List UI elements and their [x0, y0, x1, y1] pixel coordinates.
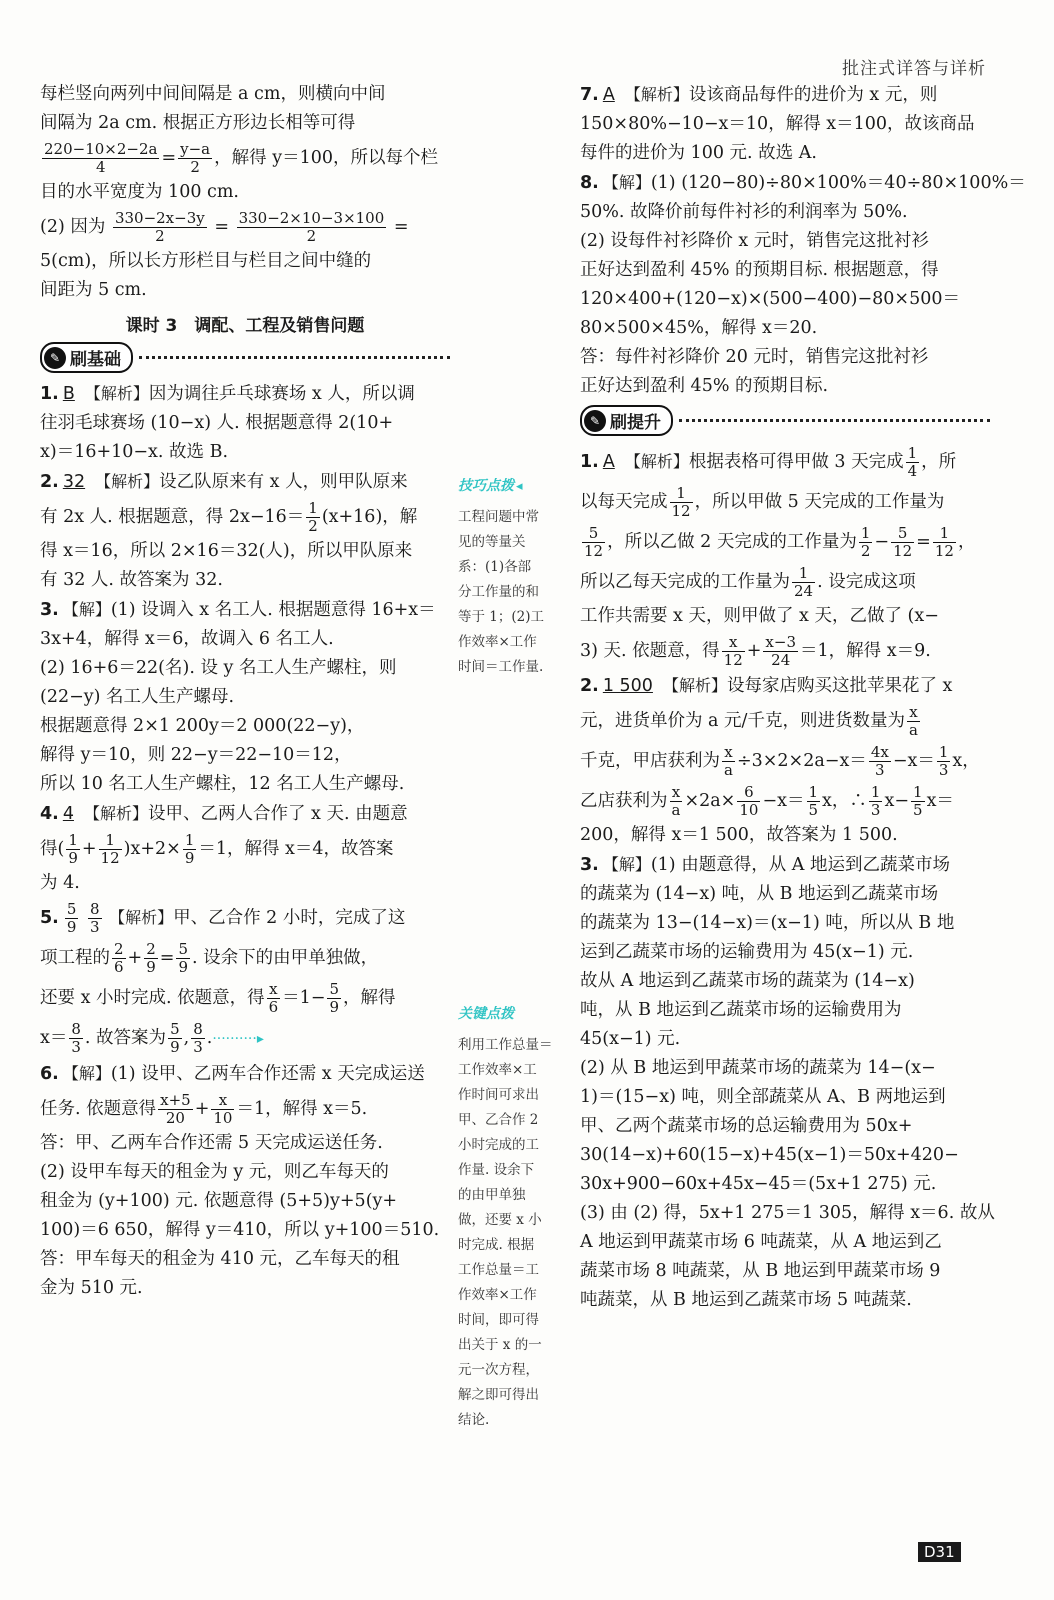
side-note-line: 分工作量的和 — [458, 584, 539, 600]
text-line: 甲、乙两个蔬菜市场的总运输费用为 50x+ — [580, 1116, 913, 1136]
side-note-line: 甲、乙合作 2 — [458, 1112, 539, 1128]
side-note-line: 作效率×工作 — [458, 634, 537, 650]
equation-line: 千克，甲店获利为 $\frac{x}{a}$ ÷3×2×2a−x＝ $\frac{4x}{3}$ −x＝ $\frac{1}{3}$ x， — [580, 743, 980, 779]
fraction: $\frac{1}{4}$ — [907, 444, 918, 480]
fraction: $\frac{1}{2}$ — [308, 499, 318, 535]
text-line: 为 4. — [40, 873, 80, 893]
text-line: 答：每件衬衫降价 20 元时，销售完这批衬衫 — [580, 347, 929, 367]
text-line: A 地运到甲蔬菜市场 6 吨蔬菜，从 A 地运到乙 — [580, 1232, 942, 1252]
text-line: 的蔬菜为 13−(14−x)＝(x−1) 吨，所以从 B 地 — [580, 913, 955, 933]
question-2: 2. 32 【解析】设乙队原来有 x 人，则甲队原来 — [40, 472, 408, 492]
fraction: $\frac{330-2x-3y}{2}$ — [114, 209, 205, 245]
side-note-line: 时间＝工作量. — [458, 659, 544, 675]
equation-line: 以每天完成 $\frac{1}{12}$ ，所以甲做 5 天完成的工作量为 — [580, 484, 945, 520]
dotted-divider — [679, 419, 990, 422]
right-column — [580, 80, 1026, 1315]
section-badge: ✎ 刷基础 — [40, 342, 133, 373]
fraction: $\frac{8}{3}$ — [193, 1020, 203, 1056]
fraction: $\frac{5}{9}$ — [329, 980, 340, 1016]
question-8: 8. 【解】(1) (120−80)÷80×100%＝40÷80×100%＝ — [580, 173, 1026, 193]
text-line: 120×400+(120−x)×(500−400)−80×500＝ — [580, 289, 961, 309]
fraction: $\frac{y-a}{2}$ — [180, 140, 211, 176]
side-note-line: 时间，即可得 — [458, 1312, 539, 1328]
side-note-line: 工作总量＝工 — [458, 1262, 539, 1278]
fraction: $\frac{1}{9}$ — [184, 831, 195, 867]
question-6: 6. 【解】(1) 设甲、乙两车合作还需 x 天完成运送 — [40, 1064, 425, 1084]
text-line: 往羽毛球赛场 (10−x) 人. 根据题意得 2(10+ — [40, 413, 394, 433]
side-note-line: 结论. — [458, 1412, 490, 1428]
question-p1: 1. A 【解析】根据表格可得甲做 3 天完成 $\frac{1}{4}$ ，所 — [580, 444, 957, 480]
text-line: 得 x＝16，所以 2×16＝32(人)，所以甲队原来 — [40, 541, 413, 561]
side-note-line: 利用工作总量＝ — [458, 1037, 553, 1053]
side-note-key — [458, 1002, 558, 1433]
text-line: 间距为 5 cm. — [40, 280, 147, 300]
text-line: 租金为 (y+100) 元. 依题意得 (5+5)y+5(y+ — [40, 1191, 398, 1211]
dotted-divider — [139, 356, 450, 359]
text-line: 答：甲、乙两车合作还需 5 天完成运送任务. — [40, 1133, 383, 1153]
text-line: x)＝16+10−x. 故选 B. — [40, 442, 229, 462]
fraction: $\frac{5}{12}$ — [584, 524, 604, 560]
fraction: $\frac{330-2\times 10-3\times 100}{2}$ — [238, 209, 385, 245]
side-note-line: 作时间可求出 — [458, 1087, 539, 1103]
text-line: (22−y) 名工人生产螺母. — [40, 687, 235, 707]
side-note-line: 作量. 设余下 — [458, 1162, 535, 1178]
question-p3: 3. 【解】(1) 由题意得，从 A 地运到乙蔬菜市场 — [580, 855, 950, 875]
question-4: 4. 4 【解析】设甲、乙两人合作了 x 天. 由题意 — [40, 804, 408, 824]
fraction: $\frac{x}{a}$ — [671, 783, 681, 819]
fraction: $\frac{1}{12}$ — [100, 831, 120, 867]
text-line: 100)＝6 650，解得 y＝410，所以 y+100＝510. — [40, 1220, 440, 1240]
equation-line: $\frac{5}{12}$ ，所以乙做 2 天完成的工作量为 $\frac{1}{2}$ − $\frac{5}{12}$ = $\frac{1}{12}$ ， — [584, 524, 976, 560]
text-line: 答：甲车每天的租金为 410 元，乙车每天的租 — [40, 1249, 400, 1269]
side-note-line: 系：(1)各部 — [458, 559, 532, 575]
pointer-arrow-icon: ··········▸ — [212, 1031, 264, 1047]
fraction: $\frac{1}{12}$ — [671, 484, 691, 520]
text-line: 运到乙蔬菜市场的运输费用为 45(x−1) 元. — [580, 942, 914, 962]
text-line: 间隔为 2a cm. 根据正方形边长相等可得 — [40, 113, 356, 133]
fraction: $\frac{1}{12}$ — [934, 524, 954, 560]
equation-line: 项工程的 $\frac{2}{6}$ + $\frac{2}{9}$ = $\frac{5}{9}$ . 设余下的由甲单独做， — [40, 940, 379, 976]
text-line: (2) 从 B 地运到甲蔬菜市场的蔬菜为 14−(x− — [580, 1058, 936, 1078]
fraction: $\frac{1}{24}$ — [794, 564, 814, 600]
text-line: (2) 设甲车每天的租金为 y 元，则乙车每天的 — [40, 1162, 389, 1182]
text-line: 有 32 人. 故答案为 32. — [40, 570, 223, 590]
text-line: 目的水平宽度为 100 cm. — [40, 182, 239, 202]
side-note-line: 工作效率×工 — [458, 1062, 537, 1078]
equation-line: 元，进货单价为 a 元/千克，则进货数量为 $\frac{x}{a}$ — [580, 703, 918, 739]
equation-line: 有 2x 人. 根据题意，得 2x−16＝ $\frac{1}{2}$ (x+16)，解 — [40, 499, 418, 535]
fraction: $\frac{1}{5}$ — [913, 783, 923, 819]
equation-line: 所以乙每天完成的工作量为 $\frac{1}{24}$ . 设完成这项 — [580, 564, 916, 600]
fraction: $\frac{x}{12}$ — [723, 633, 743, 669]
text-line: 蔬菜市场 8 吨蔬菜，从 B 地运到甲蔬菜市场 9 — [580, 1261, 941, 1281]
text-line: 200，解得 x＝1 500，故答案为 1 500. — [580, 825, 898, 845]
fraction: $\frac{x}{10}$ — [213, 1091, 233, 1127]
fraction: $\frac{2}{9}$ — [146, 940, 156, 976]
side-note-line: 做，还要 x 小 — [458, 1212, 542, 1228]
fraction: $\frac{1}{2}$ — [860, 524, 871, 560]
side-note-line: 时完成. 根据 — [458, 1237, 535, 1253]
text-line: (2) 设每件衬衫降价 x 元时，销售完这批衬衫 — [580, 231, 929, 251]
section-header-advanced — [580, 405, 990, 436]
text-line: 正好达到盈利 45% 的预期目标. 根据题意，得 — [580, 260, 939, 280]
fraction: $\frac{5}{9}$ — [170, 1020, 180, 1056]
text-line: 所以 10 名工人生产螺柱，12 名工人生产螺母. — [40, 774, 405, 794]
side-note-line: 见的等量关 — [458, 534, 526, 550]
fraction: $\frac{220-10\times 2-2a}{4}$ — [44, 140, 158, 176]
fraction: $\frac{2}{6}$ — [114, 940, 124, 976]
fraction: $\frac{1}{3}$ — [870, 783, 881, 819]
side-note-line: 等于 1；(2)工 — [458, 609, 545, 625]
text-line: (3) 由 (2) 得，5x+1 275＝1 305，解得 x＝6. 故从 — [580, 1203, 995, 1223]
fraction: $\frac{1}{9}$ — [68, 831, 78, 867]
page-number: D31 — [918, 1542, 961, 1562]
question-p2: 2. 1 500 【解析】设每家店购买这批苹果花了 x — [580, 676, 953, 696]
text-line: 正好达到盈利 45% 的预期目标. — [580, 376, 829, 396]
fraction: $\frac{5}{9}$ — [66, 900, 77, 936]
text-line: 80×500×45%，解得 x＝20. — [580, 318, 818, 338]
fraction: $\frac{5}{12}$ — [893, 524, 913, 560]
equation-line: $\frac{220-10\times 2-2a}{4}$ = $\frac{y-a}{2}$ ，解得 y＝100，所以每个栏 — [44, 140, 438, 176]
equation-line: 任务. 依题意得 $\frac{x+5}{20}$ + $\frac{x}{10}$ ＝1，解得 x＝5. — [40, 1091, 368, 1127]
equation-line: (2) 因为 $\frac{330-2x-3y}{2}$ = $\frac{330-2\times 10-3\times 100}{2}$ = — [40, 209, 409, 245]
side-note-line: 作效率×工作 — [458, 1287, 537, 1303]
question-7: 7. A 【解析】设该商品每件的进价为 x 元，则 — [580, 85, 938, 105]
fraction: $\frac{x}{a}$ — [724, 743, 733, 779]
text-line: (2) 16+6＝22(名). 设 y 名工人生产螺柱，则 — [40, 658, 397, 678]
side-note-tip — [458, 474, 558, 680]
text-line: 1)＝(15−x) 吨，则全部蔬菜从 A、B 两地运到 — [580, 1087, 946, 1107]
section-header-basic — [40, 342, 450, 373]
text-line: 金为 510 元. — [40, 1278, 143, 1298]
text-line: 工作共需要 x 天，则甲做了 x 天，乙做了 (x− — [580, 606, 939, 626]
question-1: 1. B 【解析】因为调往乒乓球赛场 x 人，所以调 — [40, 384, 415, 404]
fraction: $\frac{x}{6}$ — [268, 980, 279, 1016]
left-column — [40, 80, 450, 1303]
side-note-line: 元一次方程， — [458, 1362, 539, 1378]
fraction: $\frac{6}{10}$ — [739, 783, 759, 819]
text-line: 45(x−1) 元. — [580, 1029, 681, 1049]
fraction: $\frac{8}{3}$ — [89, 900, 100, 936]
fraction: $\frac{1}{3}$ — [938, 743, 949, 779]
side-note-line: 工程问题中常 — [458, 509, 539, 525]
fraction: $\frac{5}{9}$ — [178, 940, 188, 976]
page-header: 批注式详答与详析 — [842, 59, 986, 79]
text-line: 故从 A 地运到乙蔬菜市场的蔬菜为 (14−x) — [580, 971, 915, 991]
pencil-icon: ✎ — [584, 410, 606, 432]
fraction: $\frac{x-3}{24}$ — [765, 633, 796, 669]
text-line: 30x+900−60x+45x−45＝(5x+1 275) 元. — [580, 1174, 937, 1194]
text-line: 根据题意得 2×1 200y＝2 000(22−y)， — [40, 716, 365, 736]
question-5: 5. $\frac{5}{9}$ $\frac{8}{3}$ 【解析】甲、乙合作 2 小时，完成了这 — [40, 900, 406, 936]
text-line: 50%. 故降价前每件衬衫的利润率为 50%. — [580, 202, 908, 222]
fraction: $\frac{x+5}{20}$ — [160, 1091, 191, 1127]
text-line: 150×80%−10−x＝10，解得 x＝100，故该商品 — [580, 114, 975, 134]
text-line: 5(cm)，所以长方形栏目与栏目之间中缝的 — [40, 251, 372, 271]
question-3: 3. 【解】(1) 设调入 x 名工人. 根据题意得 16+x＝ — [40, 600, 436, 620]
text-line: 每栏竖向两列中间间隔是 a cm，则横向中间 — [40, 84, 386, 104]
text-line: 吨蔬菜，从 B 地运到乙蔬菜市场 5 吨蔬菜. — [580, 1290, 912, 1310]
section-badge: ✎ 刷提升 — [580, 405, 673, 436]
fraction: $\frac{x}{a}$ — [908, 703, 918, 739]
text-line: 30(14−x)+60(15−x)+45(x−1)＝50x+420− — [580, 1145, 959, 1165]
text-line: 3x+4，解得 x＝6，故调入 6 名工人. — [40, 629, 334, 649]
side-note-line: 的由甲单独 — [458, 1187, 526, 1203]
equation-line: x＝ $\frac{8}{3}$ . 故答案为 $\frac{5}{9}$ , $\frac{8}{3}$ .··········▸ — [40, 1020, 264, 1056]
side-note-tag: 技巧点拨 ◂ — [458, 478, 523, 494]
arrow-left-icon: ◂ — [516, 479, 523, 494]
text-line: 的蔬菜为 (14−x) 吨，从 B 地运到乙蔬菜市场 — [580, 884, 939, 904]
fraction: $\frac{8}{3}$ — [71, 1020, 81, 1056]
pencil-icon: ✎ — [44, 347, 66, 369]
text-line: 吨，从 B 地运到乙蔬菜市场的运输费用为 — [580, 1000, 902, 1020]
fraction: $\frac{1}{5}$ — [808, 783, 819, 819]
lesson-title: 课时 3 调配、工程及销售问题 — [125, 316, 365, 336]
side-note-line: 解之即可得出 — [458, 1387, 539, 1403]
side-note-line: 出关于 x 的一 — [458, 1337, 542, 1353]
equation-line: 得( $\frac{1}{9}$ + $\frac{1}{12}$ )x+2× $\frac{1}{9}$ ＝1，解得 x＝4，故答案 — [40, 831, 394, 867]
equation-line: 3) 天. 依题意，得 $\frac{x}{12}$ + $\frac{x-3}{24}$ ＝1，解得 x＝9. — [580, 633, 931, 669]
equation-line: 乙店获利为 $\frac{x}{a}$ ×2a× $\frac{6}{10}$ −x＝ $\frac{1}{5}$ x，∴ $\frac{1}{3}$ x− $\frac{1}{5}$ x＝ — [580, 783, 954, 819]
side-note-line: 小时完成的工 — [458, 1137, 539, 1153]
equation-line: 还要 x 小时完成. 依题意，得 $\frac{x}{6}$ ＝1− $\frac{5}{9}$ ，解得 — [40, 980, 396, 1016]
side-note-tag: 关键点拨 — [458, 1006, 514, 1022]
text-line: 每件的进价为 100 元. 故选 A. — [580, 143, 817, 163]
text-line: 解得 y＝10，则 22−y＝22−10＝12， — [40, 745, 352, 765]
fraction: $\frac{4x}{3}$ — [870, 743, 889, 779]
